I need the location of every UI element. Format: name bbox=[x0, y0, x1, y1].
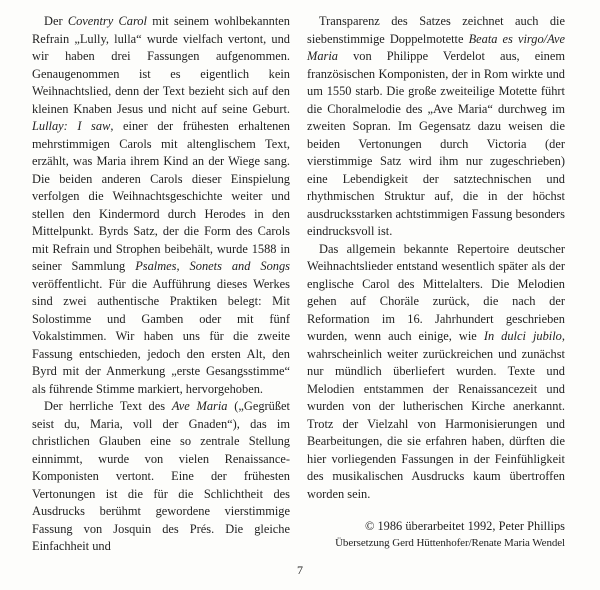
italic-title: Psalmes, Sonets and Songs bbox=[135, 259, 290, 273]
left-column bbox=[32, 13, 290, 556]
italic-title: Coventry Carol bbox=[67, 14, 147, 28]
paragraph-verdelot-victoria: Transparenz des Satzes zeichnet auch die siebenstimmige Doppelmotette Beata es virgo/Ave Maria von Philippe Verdelot aus, einem französischen Komponisten, der in Rom wirkte und um 1550 starb. Die große zweiteilige Motette führt die Choralmelodie des „Ave Maria“ durchweg im zweiten Sopran. Im Gegensatz dazu weisen die beiden Vertonungen durch Victoria (der vierstimmige Satz wird ihm nur zugeschrieben) eine Lebendigkeit der satztechnischen und rhythmischen Struktur auf, die in der höchst ausdrucksstarken achtstimmigen Fassung besonders eindrucksvoll ist. bbox=[307, 14, 565, 238]
italic-title: In dulci jubilo bbox=[483, 329, 562, 343]
translation-credit: Übersetzung Gerd Hüttenhofer/Renate Maria Wendel bbox=[335, 537, 565, 549]
right-column bbox=[307, 13, 565, 552]
italic-title: Beata es virgo/Ave Maria bbox=[307, 31, 565, 63]
paragraph-coventry-carol: Der Coventry Carol mit seinem wohlbekannten Refrain „Lully, lulla“ wurde vielfach vertont, und wir haben drei Fassungen aufgenommen. Genaugenommen ist es eigentlich kein Weihnachtslied, denn der Text bezieht sich auf den kleinen Knaben Jesus und nicht auf seine Geburt. Lullay: I saw, einer der frühesten erhaltenen mehrstimmigen Carols mit altenglischem Text, erzählt, was Maria ihrem Kind an der Wiege sang. Die beiden anderen Carols dieser Einspielung verfolgen die Weihnachtsgeschichte weiter und stellen den Kindermord durch Herodes in den Mittelpunkt. Byrds Satz, der die Form des Carols mit Refrain und Strophen beibehält, wurde 1588 in seiner Sammlung Psalmes, Sonets and Songs veröffentlicht. Für die Aufführung dieses Werkes sind zwei authentische Praktiken belegt: Mit Solostimme und Gamben oder mit fünf Vokalstimmen. Wir haben uns für die zweite Fassung entschieden, jedoch den ersten Alt, den Byrd mit der Anmerkung „erste Gesangsstimme“ als führende Stimme markiert, hervorgehoben. bbox=[32, 14, 290, 396]
copyright-line: © 1986 überarbeitet 1992, Peter Phillips bbox=[364, 519, 565, 533]
credits-block bbox=[307, 518, 565, 552]
italic-title: Lullay: I saw bbox=[32, 119, 111, 133]
page-number: 7 bbox=[297, 563, 303, 577]
italic-title: Ave Maria bbox=[171, 399, 228, 413]
paragraph-german-carols: Das allgemein bekannte Repertoire deutscher Weihnachtslieder entstand wesentlich später als der englische Carol des Mittelalters. Die Melodien gehen auf Choräle zurück, die nach der Reformation im 16. Jahrhundert geschrieben wurden, wenn auch einige, wie In dulci jubilo, wahrscheinlich weiter zurückreichen und zunächst nur mündlich überliefert wurden. Texte und Melodien entstammen der Renaissancezeit und wurden von der lutherischen Kirche anerkannt. Trotz der Vielzahl von Harmonisierungen und Bearbeitungen, die sie erfahren haben, dürften die hier vorliegenden Fassungen in der Feinfühligkeit des musikalischen Ausdrucks kaum übertroffen worden sein. bbox=[307, 241, 565, 501]
paragraph-ave-maria: Der herrliche Text des Ave Maria („Gegrüßet seist du, Maria, voll der Gnaden“), das im christlichen Glauben eine so zentrale Stellung einnimmt, wurde von vielen Renaissance-Komponisten vertont. Eine der frühesten Vertonungen ist die für die Schlichtheit des Ausdrucks berühmt gewordene vierstimmige Fassung von Josquin des Prés. Die gleiche Einfachheit und bbox=[32, 399, 290, 553]
